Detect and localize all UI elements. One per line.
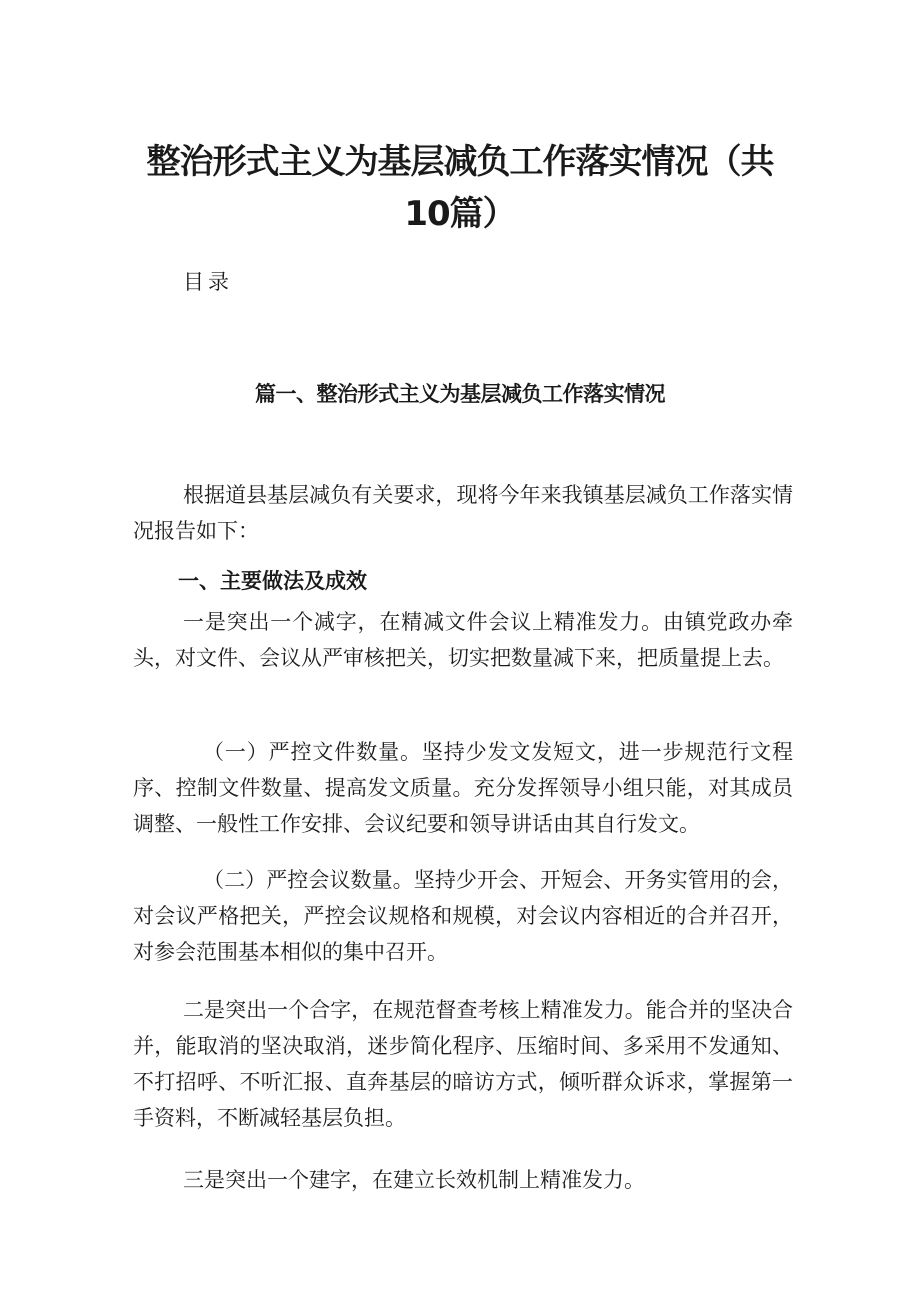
document-title [120,136,800,240]
heading-main-practices: 一、主要做法及成效 [178,569,367,593]
paragraph-sub-2: （二）严控会议数量。坚持少开会、开短会、开务实管用的会，对会议严格把关，严控会议规格和规模，对会议内容相近的合并召开，对参会范围基本相似的集中召开。 [133,868,793,964]
section-title: 篇一、整治形式主义为基层减负工作落实情况 [255,382,665,406]
paragraph-sub-1: （一）严控文件数量。坚持少发文发短文，进一步规范行文程序、控制文件数量、提高发文质量。充分发挥领导小组只能，对其成员调整、一般性工作安排、会议纪要和领导讲话由其自行发文。 [133,740,793,836]
paragraph-point-3: 三是突出一个建字，在建立长效机制上精准发力。 [183,1168,645,1192]
toc-label: 目录 [183,270,233,294]
paragraph-point-1: 一是突出一个减字，在精减文件会议上精准发力。由镇党政办牵头，对文件、会议从严审核把关，切实把数量减下来，把质量提上去。 [133,610,793,670]
title-line-1: 整治形式主义为基层减负工作落实情况（共 [146,142,774,182]
paragraph-point-2: 二是突出一个合字，在规范督查考核上精准发力。能合并的坚决合并，能取消的坚决取消，迷步简化程序、压缩时间、多采用不发通知、不打招呼、不听汇报、直奔基层的暗访方式，倾听群众诉求，掌握第一手资料，不断减轻基层负担。 [133,998,793,1130]
paragraph-intro: 根据道县基层减负有关要求，现将今年来我镇基层减负工作落实情况报告如下： [133,483,793,543]
title-line-2: 10篇） [404,194,516,234]
